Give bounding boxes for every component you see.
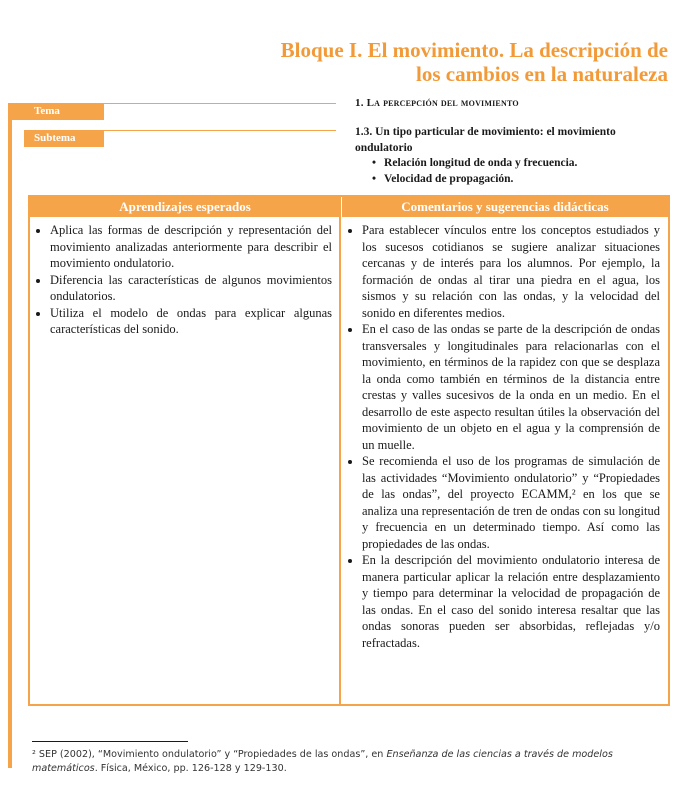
content-table bbox=[28, 195, 670, 706]
footnote bbox=[32, 748, 672, 776]
comentarios-column bbox=[348, 222, 660, 651]
list-item: • Se recomienda el uso de los programas de simulación de las actividades “Movimiento ondulatorio” y “Propiedades de las ondas”, del proyecto ECAMM,² en los que se analiza una representación de tren de ondas con su longitud y frecuencia en un determinado tiempo. Así como las propiedades de las ondas. bbox=[362, 453, 660, 552]
tema-value: 1. La percepción del movimiento bbox=[355, 97, 519, 109]
tema-under-rule bbox=[12, 118, 104, 119]
list-item: • En la descripción del movimiento ondulatorio interesa de manera particular aplicar la relación entre desplazamiento y tiempo para determinar la velocidad de propagación de las ondas. En el caso del sonido interesa resaltar que las ondas sonoras pueden ser absorbidas, reflejadas y/o refractadas. bbox=[362, 552, 660, 651]
footnote-mark: ² bbox=[32, 749, 36, 760]
footnote-rule bbox=[32, 741, 188, 742]
footnote-tail: . Física, México, pp. 126-128 y 129-130. bbox=[94, 763, 287, 774]
title-line-1: Bloque I. El movimiento. La descripción de bbox=[280, 38, 668, 62]
list-item: • Para establecer vínculos entre los conceptos estudiados y los sucesos cotidianos se sugiere analizar situaciones cercanas y de interés para los alumnos. Por ejemplo, la formación de ondas al tirar una piedra en el agua, los sismos y su relación con las ondas, y la velocidad del sonido en diferentes medios. bbox=[362, 222, 660, 321]
subtema-label: Subtema bbox=[24, 130, 104, 147]
tema-label: Tema bbox=[8, 103, 104, 120]
title-line-2: los cambios en la naturaleza bbox=[416, 62, 668, 86]
side-accent-bar bbox=[8, 103, 12, 768]
col2-header: Comentarios y sugerencias didácticas bbox=[342, 197, 668, 217]
footnote-title: Enseñanza de las ciencias a través de modelos matemáticos bbox=[32, 749, 613, 774]
page-title bbox=[108, 38, 668, 86]
list-item: • Diferencia las características de algunos movimientos ondulatorios. bbox=[50, 272, 332, 305]
subtema-item: • Velocidad de propagación. bbox=[372, 171, 577, 187]
column-divider bbox=[339, 197, 341, 704]
footnote-text: SEP (2002), “Movimiento ondulatorio” y “Propiedades de las ondas”, en bbox=[38, 749, 387, 760]
subtema-item: • Relación longitud de onda y frecuencia. bbox=[372, 155, 577, 171]
tema-rule bbox=[104, 103, 336, 104]
subtema-list bbox=[372, 155, 577, 187]
subtema-heading: 1.3. Un tipo particular de movimiento: el movimiento ondulatorio bbox=[355, 126, 616, 154]
list-item: • Utiliza el modelo de ondas para explicar algunas características del sonido. bbox=[50, 305, 332, 338]
subtema-rule bbox=[104, 130, 336, 131]
col1-header: Aprendizajes esperados bbox=[30, 197, 340, 217]
list-item: • En el caso de las ondas se parte de la descripción de ondas transversales y longitudinales para relacionarlas con el movimiento, en términos de la rapidez con que se desplaza la onda como también en términos de la distancia entre crestas y valles sucesivos de la onda en un medio. En el desarrollo de este aspecto resultan útiles la observación del movimiento de un objeto en el agua y la comprensión de un muelle. bbox=[362, 321, 660, 453]
list-item: • Aplica las formas de descripción y representación del movimiento analizadas anteriormente para describir el movimiento ondulatorio. bbox=[50, 222, 332, 272]
aprendizajes-column bbox=[36, 222, 332, 338]
